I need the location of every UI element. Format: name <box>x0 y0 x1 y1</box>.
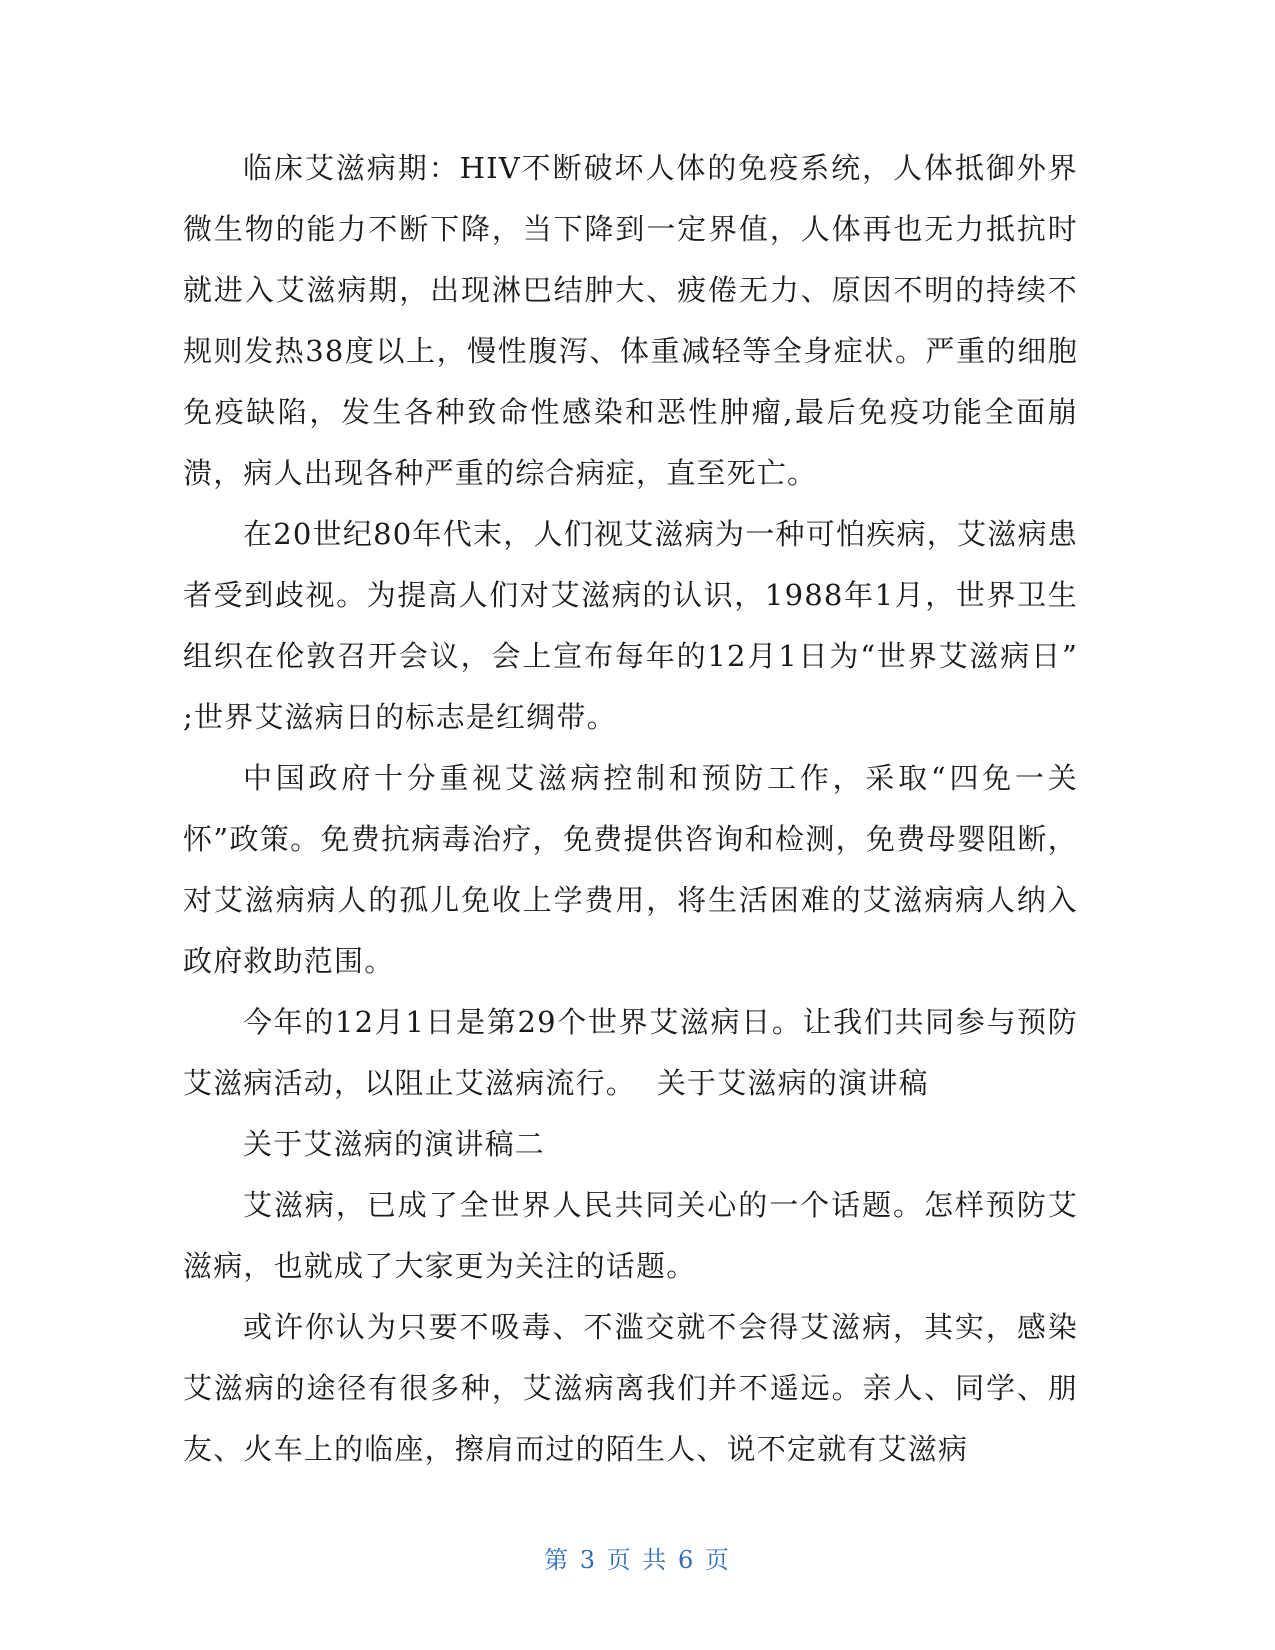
paragraph-topic-intro: 艾滋病，已成了全世界人民共同关心的一个话题。怎样预防艾滋病，也就成了大家更为关注的话题。 <box>183 1188 1078 1283</box>
paragraph-clinical-stage: 临床艾滋病期：HIV不断破坏人体的免疫系统，人体抵御外界微生物的能力不断下降，当下降到一定界值，人体再也无力抵抗时就进入艾滋病期，出现淋巴结肿大、疲倦无力、原因不明的持续不规则发热38度以上，慢性腹泻、体重减轻等全身症状。严重的细胞免疫缺陷，发生各种致命性感染和恶性肿瘤,最后免疫功能全面崩溃，病人出现各种严重的综合病症，直至死亡。 <box>183 151 1078 490</box>
page-number-footer: 第 3 页 共 6 页 <box>544 1546 731 1574</box>
paragraph-china-policy: 中国政府十分重视艾滋病控制和预防工作，采取“四免一关怀”政策。免费抗病毒治疗，免费提供咨询和检测，免费母婴阻断，对艾滋病病人的孤儿免收上学费用，将生活困难的艾滋病病人纳入政府救助范围。 <box>183 761 1078 978</box>
document-body <box>183 138 1089 1480</box>
paragraph-this-year: 今年的12月1日是第29个世界艾滋病日。让我们共同参与预防艾滋病活动，以阻止艾滋病流行。 关于艾滋病的演讲稿 <box>183 1005 1078 1100</box>
paragraph-transmission: 或许你认为只要不吸毒、不滥交就不会得艾滋病，其实，感染艾滋病的途径有很多种，艾滋病离我们并不遥远。亲人、同学、朋友、火车上的临座，擦肩而过的陌生人、说不定就有艾滋病 <box>183 1310 1078 1466</box>
paragraph-world-aids-day-history: 在20世纪80年代末，人们视艾滋病为一种可怕疾病，艾滋病患者受到歧视。为提高人们对艾滋病的认识，1988年1月，世界卫生组织在伦敦召开会议，会上宣布每年的12月1日为“世界艾滋病日” ;世界艾滋病日的标志是红绸带。 <box>183 517 1089 734</box>
section-heading: 关于艾滋病的演讲稿二 <box>243 1127 546 1161</box>
